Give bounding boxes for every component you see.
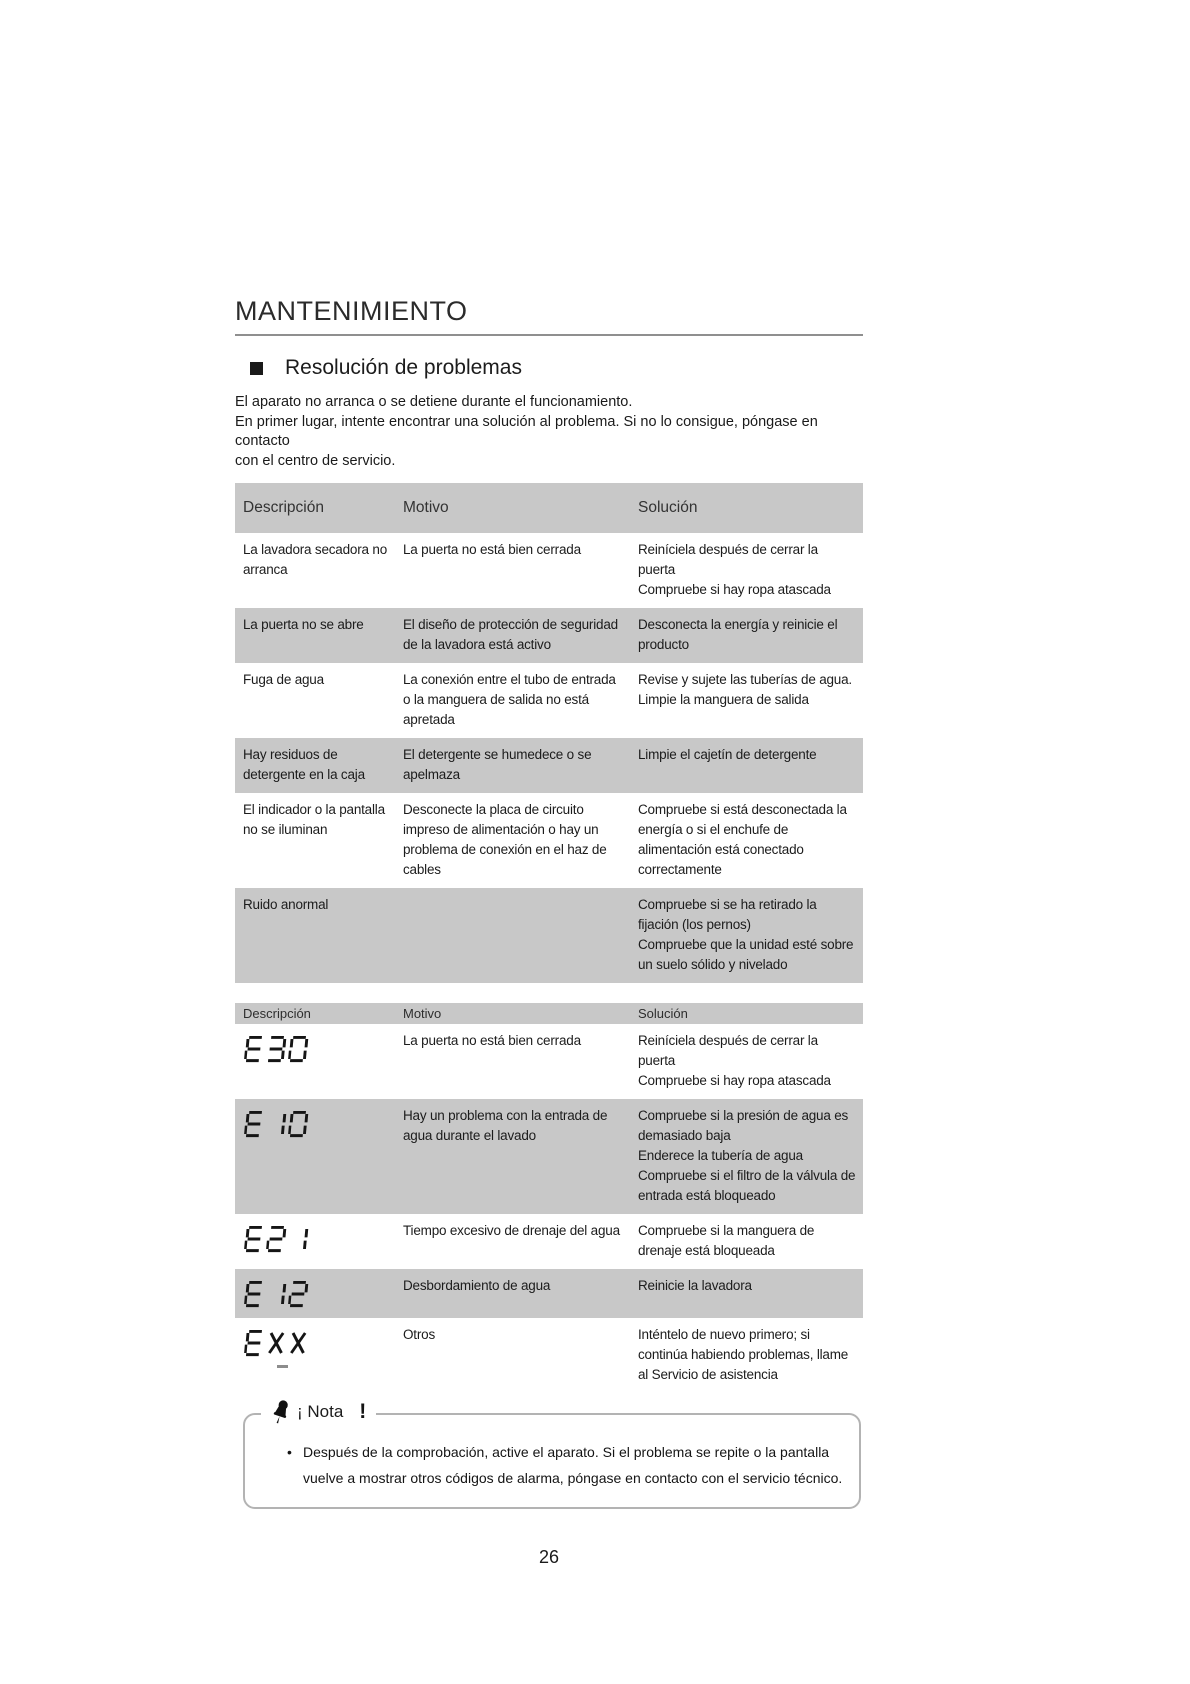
header-solucion: Solución: [638, 499, 698, 516]
descripcion-cell: Fuga de agua: [243, 672, 324, 687]
note-title: [261, 1399, 376, 1425]
note-box: [243, 1400, 861, 1509]
motivo-cell: Otros: [403, 1327, 436, 1342]
solucion-cell: [630, 1318, 863, 1393]
header-descripcion: Descripción: [243, 1006, 311, 1021]
motivo-cell: La puerta no está bien cerrada: [403, 1033, 581, 1048]
motivo-cell: La puerta no está bien cerrada: [403, 542, 581, 557]
error-code-cell: [235, 1318, 395, 1393]
motivo-cell: Hay un problema con la entrada de agua durante el lavado: [403, 1108, 608, 1143]
solucion-cell: [630, 888, 863, 983]
table-header-row: [235, 483, 863, 533]
note-bullet-item: [287, 1439, 847, 1491]
error-code-cell: [235, 1024, 395, 1099]
seven-segment-code: [244, 1110, 390, 1138]
bullet-dot-icon: •: [287, 1444, 292, 1460]
solucion-line: Compruebe que la unidad esté sobre un suelo sólido y nivelado: [638, 937, 854, 972]
motivo-cell: El detergente se humedece o se apelmaza: [403, 747, 592, 782]
table-row: [235, 608, 863, 663]
solucion-line: Compruebe si la presión de agua es demasiado baja: [638, 1108, 849, 1143]
header-motivo: Motivo: [403, 499, 449, 516]
solucion-cell: [630, 608, 863, 663]
solucion-cell: [630, 1024, 863, 1099]
motivo-cell: Tiempo excesivo de drenaje del agua: [403, 1223, 620, 1238]
descripcion-cell: La puerta no se abre: [243, 617, 364, 632]
solucion-cell: [630, 1099, 863, 1214]
solucion-line: Compruebe si hay ropa atascada: [638, 1073, 831, 1088]
motivo-cell: Desbordamiento de agua: [403, 1278, 551, 1293]
seven-segment-code: [244, 1280, 390, 1308]
solucion-cell: [630, 1214, 863, 1269]
solucion-line: Limpie la manguera de salida: [638, 692, 809, 707]
descripcion-cell: El indicador o la pantalla no se iluminan: [243, 802, 385, 837]
subsection-title: Resolución de problemas: [285, 356, 522, 379]
motivo-cell: [395, 888, 630, 983]
seven-segment-code: [244, 1035, 390, 1063]
pushpin-icon: [271, 1399, 293, 1425]
solucion-cell: [630, 533, 863, 608]
table-row: [235, 1318, 863, 1393]
table-row: [235, 738, 863, 793]
intro-line: con el centro de servicio.: [235, 452, 396, 469]
table-body: [235, 533, 863, 983]
intro-paragraph: [235, 393, 863, 471]
table-body: [235, 1024, 863, 1393]
solucion-line: Compruebe si el filtro de la válvula de entrada está bloqueado: [638, 1168, 856, 1203]
error-code-cell: [235, 1099, 395, 1214]
solucion-cell: [630, 793, 863, 888]
intro-line: En primer lugar, intente encontrar una solución al problema. Si no lo consigue, póngase en contacto: [235, 413, 818, 449]
note-bullet-text: Después de la comprobación, active el aparato. Si el problema se repite o la pantalla vuelve a mostrar otros códigos de alarma, póngase en contacto con el servicio técnico.: [303, 1444, 843, 1486]
solucion-line: Reiníciela después de cerrar la puerta: [638, 1033, 818, 1068]
header-motivo: Motivo: [403, 1006, 442, 1021]
page-content: [235, 296, 863, 1568]
solucion-line: Limpie el cajetín de detergente: [638, 747, 817, 762]
table-row: [235, 1024, 863, 1099]
solucion-line: Compruebe si hay ropa atascada: [638, 582, 831, 597]
table-header-row: [235, 1003, 863, 1024]
table-row: [235, 1099, 863, 1214]
subsection-heading: [235, 356, 863, 380]
table-row: [235, 663, 863, 738]
seven-segment-code: [244, 1225, 390, 1253]
solucion-line: Enderece la tubería de agua: [638, 1148, 803, 1163]
section-title: MANTENIMIENTO: [235, 296, 468, 326]
solucion-cell: [630, 663, 863, 738]
table-row: [235, 533, 863, 608]
solucion-line: Inténtelo de nuevo primero; si continúa habiendo problemas, llame al Servicio de asistencia: [638, 1327, 849, 1382]
solucion-line: Compruebe si se ha retirado la fijación (los pernos): [638, 897, 817, 932]
solucion-line: Compruebe si está desconectada la energía o si el enchufe de alimentación está conectado correctamente: [638, 802, 847, 877]
seven-segment-code: [244, 1329, 390, 1357]
solucion-cell: [630, 738, 863, 793]
motivo-cell: Desconecte la placa de circuito impreso de alimentación o hay un problema de conexión en el haz de cables: [403, 802, 607, 877]
solucion-line: Reiníciela después de cerrar la puerta: [638, 542, 818, 577]
table-row: [235, 1269, 863, 1318]
solucion-line: Compruebe si la manguera de drenaje está bloqueada: [638, 1223, 815, 1258]
descripcion-cell: Hay residuos de detergente en la caja: [243, 747, 365, 782]
error-code-cell: [235, 1214, 395, 1269]
intro-line: El aparato no arranca o se detiene durante el funcionamiento.: [235, 394, 633, 410]
descripcion-cell: Ruido anormal: [243, 897, 329, 912]
troubleshooting-table: [235, 483, 863, 983]
page-number: 26: [538, 1547, 560, 1567]
header-descripcion: Descripción: [243, 499, 324, 516]
error-code-cell: [235, 1269, 395, 1318]
motivo-cell: La conexión entre el tubo de entrada o la manguera de salida no está apretada: [403, 672, 616, 727]
square-bullet-icon: [250, 362, 263, 375]
motivo-cell: El diseño de protección de seguridad de la lavadora está activo: [403, 617, 618, 652]
solucion-line: Desconecta la energía y reinicie el producto: [638, 617, 838, 652]
stray-dash-mark: [277, 1365, 288, 1368]
solucion-line: Revise y sujete las tuberías de agua.: [638, 672, 852, 687]
solucion-cell: [630, 1269, 863, 1318]
solucion-line: Reinicie la lavadora: [638, 1278, 752, 1293]
error-code-table: [235, 1003, 863, 1393]
table-row: [235, 793, 863, 888]
header-solucion: Solución: [638, 1006, 688, 1021]
table-row: [235, 888, 863, 983]
descripcion-cell: La lavadora secadora no arranca: [243, 542, 388, 577]
section-title-rule: [235, 334, 863, 336]
table-row: [235, 1214, 863, 1269]
note-title-text: ¡ Nota: [297, 1402, 344, 1421]
note-exclamation: !: [359, 1400, 367, 1423]
